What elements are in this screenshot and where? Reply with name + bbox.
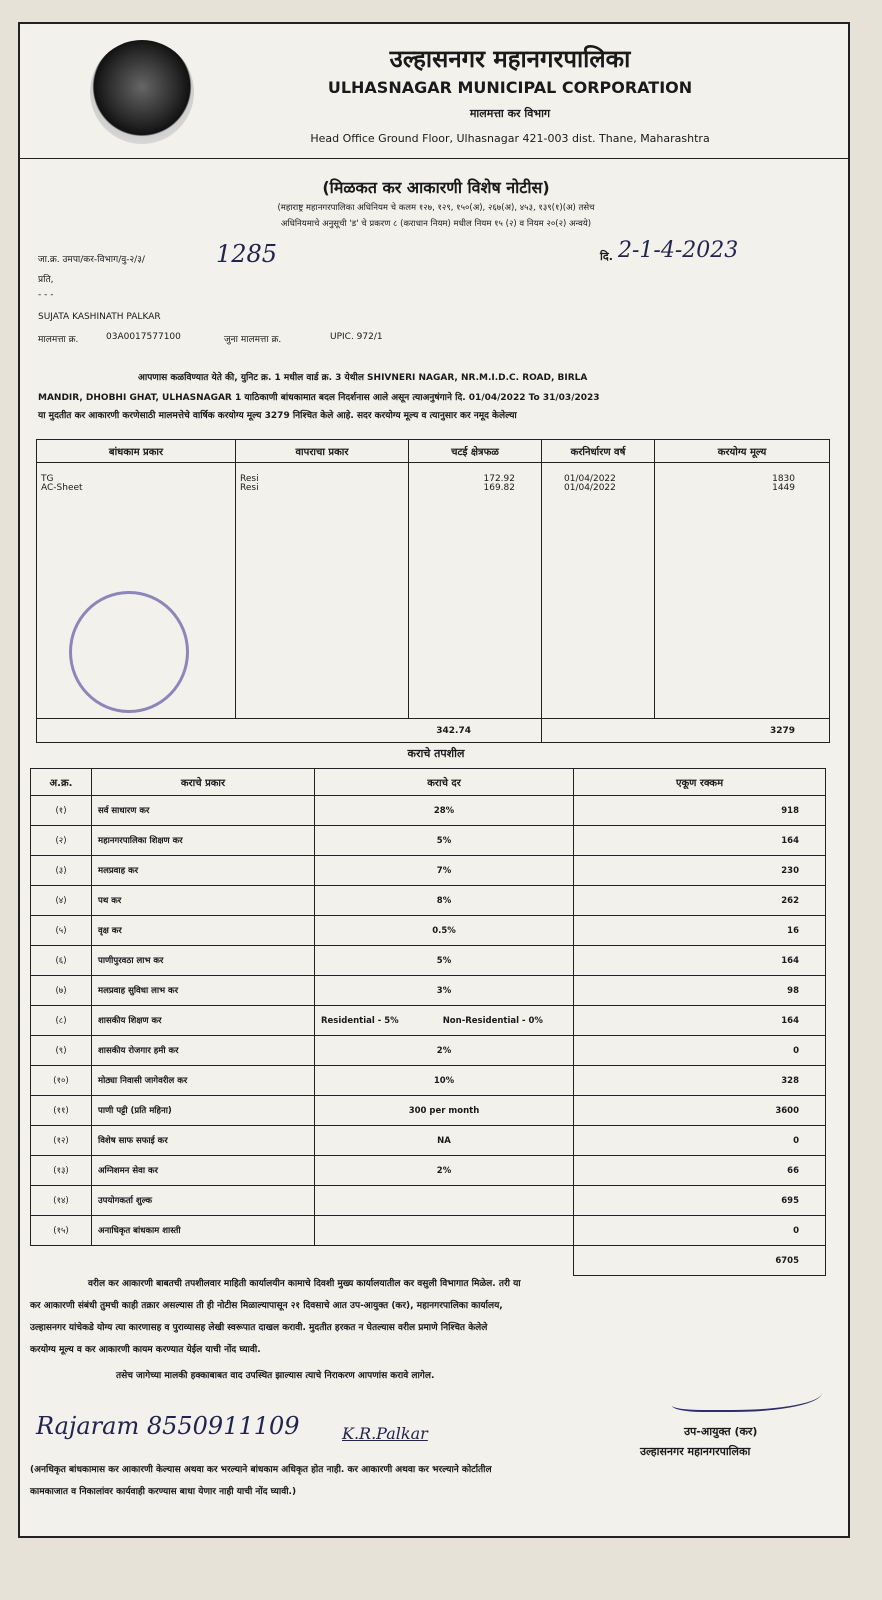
header-tax-type: कराचे प्रकार: [92, 769, 315, 796]
tax-serial: (१४): [31, 1186, 92, 1216]
corporation-name-footer: उल्हासनगर महानगरपालिका: [640, 1445, 751, 1458]
tax-serial: (११): [31, 1096, 92, 1126]
tax-serial: (३): [31, 856, 92, 886]
header-construction-type: बांधकाम प्रकार: [37, 440, 236, 463]
tax-row: [31, 1186, 826, 1216]
construction-1: TG: [41, 474, 54, 484]
tax-row: [31, 796, 826, 826]
tax-serial: (४): [31, 886, 92, 916]
tax-serial: (७): [31, 976, 92, 1006]
date-value: 2-1-4-2023: [618, 238, 739, 263]
tax-amount: 918: [574, 796, 826, 826]
office-address: Head Office Ground Floor, Ulhasnagar 421-003 dist. Thane, Maharashtra: [310, 132, 710, 145]
tax-row: [31, 1216, 826, 1246]
official-seal: [69, 591, 189, 713]
usage-cell: [236, 463, 409, 719]
tax-type: पथ कर: [92, 886, 315, 916]
tax-row: [31, 1126, 826, 1156]
tax-type: पाणी पट्टी (प्रति महिना): [92, 1096, 315, 1126]
tax-type: मोठ्या निवासी जागेवरील कर: [92, 1066, 315, 1096]
tax-rate: 300 per month: [315, 1096, 574, 1126]
corporation-title-mr: उल्हासनगर महानगरपालिका: [389, 45, 631, 73]
reference-number: 1285: [216, 240, 278, 268]
tax-amount: 0: [574, 1216, 826, 1246]
tax-rate: 28%: [315, 796, 574, 826]
tax-amount: 164: [574, 946, 826, 976]
tax-table: [30, 768, 826, 1276]
tax-amount: 3600: [574, 1096, 826, 1126]
tax-amount: 0: [574, 1126, 826, 1156]
construction-2: AC-Sheet: [41, 483, 83, 493]
tax-type: विशेष साफ सफाई कर: [92, 1126, 315, 1156]
tax-rate: 2%: [315, 1156, 574, 1186]
tax-type: उपयोगकर्ता शुल्क: [92, 1186, 315, 1216]
tax-rate: 5%: [315, 946, 574, 976]
tax-amount: 164: [574, 1006, 826, 1036]
owner-name: SUJATA KASHINATH PALKAR: [38, 312, 161, 322]
year-1: 01/04/2022: [564, 474, 616, 484]
header-assessment-year: करनिर्धारण वर्ष: [542, 440, 655, 463]
tax-amount: 0: [574, 1036, 826, 1066]
header-divider: [20, 158, 848, 159]
tax-type: वृक्ष कर: [92, 916, 315, 946]
note-line-2: कामकाजात व निकालांवर कार्यवाही करण्यास बाधा येणार नाही याची नोंद घ्यावी.): [30, 1487, 297, 1497]
header-total-amount: एकूण रक्कम: [574, 769, 826, 796]
total-area: 342.74: [37, 719, 542, 743]
department: मालमत्ता कर विभाग: [469, 107, 551, 120]
value-cell: [655, 463, 830, 719]
footer-para-line-3: उल्हासनगर यांचेकडे योग्य त्या कारणासह व पुराव्यासह लेखी स्वरूपात दाखल करावी. मुदतीत हरकत न घेतल्यास वरील प्रमाणे निश्चित केलेले: [30, 1323, 488, 1333]
edu-residential-rate: Residential - 5%: [321, 1015, 399, 1026]
tax-rate: [315, 1216, 574, 1246]
tax-amount: 695: [574, 1186, 826, 1216]
corporation-title-en: ULHASNAGAR MUNICIPAL CORPORATION: [327, 78, 693, 97]
corporation-logo: [90, 40, 194, 144]
year-cell: [542, 463, 655, 719]
tax-serial: (९): [31, 1036, 92, 1066]
header-serial: अ.क्र.: [31, 769, 92, 796]
deputy-commissioner-signature: [672, 1380, 822, 1412]
property-total-row: [37, 719, 830, 743]
handwritten-contact: Rajaram 8550911109: [36, 1412, 300, 1440]
area-cell: [409, 463, 542, 719]
notice-sheet: [18, 22, 850, 1538]
tax-amount: 66: [574, 1156, 826, 1186]
tax-rate: 7%: [315, 856, 574, 886]
tax-row: [31, 1036, 826, 1066]
tax-row: [31, 916, 826, 946]
tax-serial: (१२): [31, 1126, 92, 1156]
area-1: 172.92: [483, 474, 515, 484]
tax-total-row: [31, 1246, 826, 1276]
tax-row: [31, 1156, 826, 1186]
tax-type: अग्निशमन सेवा कर: [92, 1156, 315, 1186]
year-2: 01/04/2022: [564, 483, 616, 493]
value-2: 1449: [772, 483, 795, 493]
notice-subtitle-2: अधिनियमाचे अनुसूची 'ड' चे प्रकरण ८ (कराधान नियम) मधील नियम १५ (२) व नियम २०(२) अन्वये): [280, 219, 592, 229]
tax-rate: 0.5%: [315, 916, 574, 946]
tax-rate: NA: [315, 1126, 574, 1156]
footer-para-line-2: कर आकारणी संबंधी तुमची काही तक्रार असल्यास ती ही नोटीस मिळाल्यापासून २१ दिवसाचे आत उप-आयुक्त (कर), महानगरपालिका कार्यालय,: [30, 1301, 503, 1311]
tax-serial: (८): [31, 1006, 92, 1036]
notice-title: (मिळकत कर आकारणी विशेष नोटीस): [322, 178, 550, 197]
total-value: 3279: [542, 719, 830, 743]
tax-type: महानगरपालिका शिक्षण कर: [92, 826, 315, 856]
tax-serial: (१०): [31, 1066, 92, 1096]
paragraph-line-3: या मुदतीत कर आकारणी करणेसाठी मालमत्तेचे वार्षिक करयोग्य मूल्य 3279 निश्चित केले आहे. सदर करयोग्य मूल्य व त्यानुसार कर नमूद केलेल्या: [38, 411, 517, 421]
tax-type: मलप्रवाह कर: [92, 856, 315, 886]
tax-serial: (६): [31, 946, 92, 976]
tax-row: [31, 1066, 826, 1096]
tax-row: [31, 856, 826, 886]
property-data-row: [37, 463, 830, 719]
tax-amount: 230: [574, 856, 826, 886]
old-property-label: जुना मालमत्ता क्र.: [224, 335, 282, 345]
paragraph-line-1: आपणास कळविण्यात येते की, युनिट क्र. 1 मधील वार्ड क्र. 3 येथील SHIVNERI NAGAR, NR.M.I.D.C. ROAD, BIRLA: [138, 373, 588, 383]
tax-amount: 262: [574, 886, 826, 916]
date-label: दि.: [600, 250, 613, 263]
upic: UPIC. 972/1: [330, 332, 383, 342]
to-label: प्रति,: [38, 275, 54, 285]
tax-amount: 328: [574, 1066, 826, 1096]
tax-serial: (१): [31, 796, 92, 826]
tax-header-row: [31, 769, 826, 796]
tax-serial: (१३): [31, 1156, 92, 1186]
tax-amount: 98: [574, 976, 826, 1006]
tax-row: [31, 1006, 826, 1036]
footer-para-line-1: वरील कर आकारणी बाबतची तपशीलवार माहिती कार्यालयीन कामाचे दिवशी मुख्य कार्यालयातील कर वसुली विभागात मिळेल. तरी या: [88, 1279, 521, 1289]
tax-type: सर्व साधारण कर: [92, 796, 315, 826]
tax-row: [31, 1096, 826, 1126]
tax-rate: 2%: [315, 1036, 574, 1066]
property-header-row: [37, 440, 830, 463]
header-tax-rate: कराचे दर: [315, 769, 574, 796]
tax-rate: 3%: [315, 976, 574, 1006]
construction-cell: [37, 463, 236, 719]
tax-rate: [315, 1186, 574, 1216]
footer-para-2: तसेच जागेच्या मालकी हक्काबाबत वाद उपस्थित झाल्यास त्याचे निराकरण आपणांस करावे लागेल.: [116, 1371, 435, 1381]
tax-type: अनाधिकृत बांधकाम शास्ती: [92, 1216, 315, 1246]
tax-type: पाणीपुरवठा लाभ कर: [92, 946, 315, 976]
tax-serial: (२): [31, 826, 92, 856]
tax-rate: 5%: [315, 826, 574, 856]
tax-rate: 8%: [315, 886, 574, 916]
tax-rate: 10%: [315, 1066, 574, 1096]
header-usage-type: वापराचा प्रकार: [236, 440, 409, 463]
designation: उप-आयुक्त (कर): [684, 1425, 758, 1438]
tax-rate: [315, 1006, 574, 1036]
tax-heading: कराचे तपशील: [407, 747, 465, 760]
value-1: 1830: [772, 474, 795, 484]
tax-serial: (५): [31, 916, 92, 946]
tax-type: शासकीय शिक्षण कर: [92, 1006, 315, 1036]
tax-total-spacer: [31, 1246, 574, 1276]
handwritten-name: K.R.Palkar: [342, 1424, 428, 1443]
tax-serial: (१५): [31, 1216, 92, 1246]
notice-subtitle-1: (महाराष्ट्र महानगरपालिका अधिनियम चे कलम १२७, १२९, १५०(अ), २६७(अ), ४५३, १३९(१)(अ) तसेच: [277, 203, 595, 213]
tax-row: [31, 826, 826, 856]
paragraph-line-2: MANDIR, DHOBHI GHAT, ULHASNAGAR 1 याठिकाणी बांधकामात बदल निदर्शनास आले असून त्याअनुषंगाने दि. 01/04/2022 To 31/03/2023: [38, 393, 600, 403]
tax-type: शासकीय रोजगार हमी कर: [92, 1036, 315, 1066]
usage-1: Resi: [240, 474, 259, 484]
tax-amount: 164: [574, 826, 826, 856]
reference-label: जा.क्र. उमपा/कर-विभाग/वु-२/३/: [38, 255, 145, 265]
edu-nonresidential-rate: Non-Residential - 0%: [442, 1015, 543, 1026]
tax-row: [31, 946, 826, 976]
tax-row: [31, 976, 826, 1006]
note-line-1: (अनधिकृत बांधकामास कर आकारणी केल्यास अथवा कर भरल्याने बांधकाम अधिकृत होत नाही. कर आकारणी अथवा कर भरल्याने कोर्टातील: [30, 1465, 492, 1475]
usage-2: Resi: [240, 483, 259, 493]
property-table: [36, 439, 830, 743]
dots: - - -: [38, 290, 54, 300]
header-taxable-value: करयोग्य मूल्य: [655, 440, 830, 463]
tax-grand-total: 6705: [574, 1246, 826, 1276]
footer-para-line-4: करयोग्य मूल्य व कर आकारणी कायम करण्यात येईल याची नोंद घ्यावी.: [30, 1345, 261, 1355]
property-label: मालमत्ता क्र.: [38, 335, 79, 345]
tax-row: [31, 886, 826, 916]
header-carpet-area: चटई क्षेत्रफळ: [409, 440, 542, 463]
property-number: 03A0017577100: [106, 332, 181, 342]
tax-amount: 16: [574, 916, 826, 946]
area-2: 169.82: [483, 483, 515, 493]
tax-type: मलप्रवाह सुविधा लाभ कर: [92, 976, 315, 1006]
